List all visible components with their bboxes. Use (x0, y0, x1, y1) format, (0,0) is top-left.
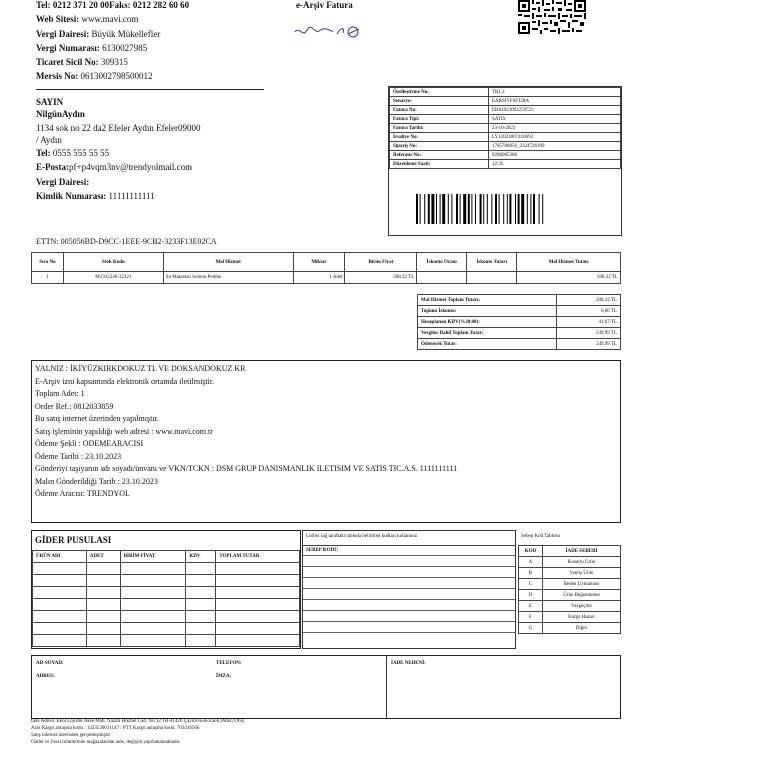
reason-entry-line[interactable] (303, 577, 515, 578)
buyer-email: E-Posta:pf+p4vqm3nv@trendyolmail.com (36, 162, 193, 172)
reason-entry-line[interactable] (303, 588, 515, 589)
gider-empty-cell[interactable] (33, 623, 87, 635)
items-row (32, 272, 621, 284)
gider-empty-row (33, 587, 300, 599)
invoice-info-value: SATIS (489, 115, 621, 124)
gider-empty-cell[interactable] (186, 611, 216, 623)
reason-entry-line[interactable] (303, 566, 515, 567)
totals-row (418, 306, 621, 317)
barcode-bar (503, 194, 504, 224)
qr-code-image (518, 0, 586, 34)
reason-code-row (519, 568, 621, 579)
gider-empty-cell[interactable] (86, 563, 120, 575)
note-line: YALNIZ : İKİYÜZKIRKDOKUZ TL VE DOKSANDOKUZ KR (35, 364, 246, 373)
buyer-name: NilgünAydın (36, 109, 85, 119)
invoice-info-row (390, 133, 621, 142)
gider-empty-cell[interactable] (186, 623, 216, 635)
items-cell: Su Mataraso Somon Pembe (163, 272, 293, 284)
gider-empty-cell[interactable] (33, 599, 87, 611)
reason-code: G (519, 623, 543, 634)
gider-empty-cell[interactable] (216, 563, 300, 575)
barcode-bar (495, 194, 497, 224)
barcode-bar (463, 194, 466, 224)
buyer-tax-office: Vergi Dairesi: (36, 177, 90, 187)
footer-line: Aras Kargo anlaşma kodu : 1423530011147 / PTT Kargo anlaşma kodu: 703416566 (31, 726, 200, 731)
reason-code: A (519, 557, 543, 568)
reason-entry-line[interactable] (303, 610, 515, 611)
invoice-info-label: Referans No: (390, 151, 489, 160)
items-cell: 208,32 TL (345, 272, 417, 284)
invoice-info-row (390, 88, 621, 97)
reason-code-row (519, 579, 621, 590)
barcode-bar (483, 194, 484, 224)
reason-code-table-box (518, 530, 621, 647)
barcode-bar (424, 194, 425, 224)
barcode-bar (456, 194, 458, 224)
seller-mersis: Mersis No: 0613002798500012 (36, 71, 153, 81)
totals-table (417, 294, 621, 350)
gider-empty-cell[interactable] (216, 599, 300, 611)
note-line: Bu satış internet üzerinden yapılmıştır. (35, 414, 159, 423)
totals-row (418, 328, 621, 339)
buyer-id-number: Kimlik Numarası: 11111111111 (36, 191, 155, 201)
gider-empty-row (33, 635, 300, 647)
totals-row (418, 317, 621, 328)
barcode-bar (440, 194, 441, 224)
barcode-bar (431, 194, 434, 224)
reason-code-row (519, 590, 621, 601)
barcode-bar (428, 194, 430, 224)
gider-empty-cell[interactable] (120, 623, 186, 635)
barcode-bar (442, 194, 445, 224)
invoice-info-row (390, 97, 621, 106)
gider-empty-row (33, 623, 300, 635)
gider-empty-cell[interactable] (86, 575, 120, 587)
invoice-info-row (390, 151, 621, 160)
items-header-cell: Sıra No (32, 253, 64, 272)
note-line: Ödeme Aracısı: TRENDYOL (35, 489, 130, 498)
barcode-bar (527, 194, 528, 224)
footer-line: Outlet ve fırsat ürünlerinde mağazalardan iade, değişim yapılamamaktadır. (31, 740, 181, 745)
reason-entry-line[interactable] (303, 632, 515, 633)
gider-empty-cell[interactable] (120, 611, 186, 623)
reason-code-box (302, 530, 516, 649)
gider-pusulasi-table (32, 550, 300, 647)
barcode-bar (518, 194, 520, 224)
invoice-info-label: Özelleştirme No: (390, 88, 489, 97)
barcode-bar (507, 194, 508, 224)
barcode-bar (471, 194, 472, 224)
barcode-bar (468, 194, 470, 224)
reason-entry-line[interactable] (303, 599, 515, 600)
items-header-cell: İskonto Tutarı (467, 253, 517, 272)
reason-code: C (519, 579, 543, 590)
reason-entry-line[interactable] (303, 555, 515, 556)
barcode-bar (515, 194, 516, 224)
reason-description: Ürün Beğenmeme (542, 590, 620, 601)
reason-code-header-cell: KOD (519, 546, 543, 557)
gider-empty-cell[interactable] (120, 587, 186, 599)
gider-pusulasi-title: GİDER PUSULASI (35, 535, 112, 545)
barcode-image (416, 194, 596, 224)
invoice-info-value: LY12023007410692 (489, 133, 621, 142)
seller-tax-office: Vergi Dairesi: Büyük Mükellefler (36, 29, 161, 39)
reason-instruction: Lütfen sağ taraftaki tabloda belirtilen kodları kullanınız. (306, 534, 419, 539)
barcode-bar (487, 194, 488, 224)
buyer-address-line2: / Aydın (36, 135, 62, 145)
barcode-bar (480, 194, 482, 224)
invoice-info-row (390, 115, 621, 124)
gider-empty-cell[interactable] (120, 599, 186, 611)
reason-code-row (519, 557, 621, 568)
gider-empty-row (33, 611, 300, 623)
invoice-info-label: Fatura Tarihi: (390, 124, 489, 133)
buyer-phone: Tel: 0555 555 55 55 (36, 148, 110, 158)
invoice-info-table (389, 87, 621, 169)
totals-label: Hesaplanan KDV(%20.00): (418, 317, 557, 328)
invoice-info-label: Fatura Tipi: (390, 115, 489, 124)
gider-empty-cell[interactable] (216, 587, 300, 599)
totals-value: 0,00 TL (557, 306, 621, 317)
gider-header-cell: KDV (186, 551, 216, 563)
seller-tax-number: Vergi Numarası: 6130027985 (36, 43, 148, 53)
items-header-cell: Birim Fiyat (345, 253, 417, 272)
note-line: Malın Gönderildiği Tarih : 23.10.2023 (35, 476, 158, 486)
items-cell: 1 (32, 272, 64, 284)
invoice-info-label: Sipariş No: (390, 142, 489, 151)
note-line: E-Arşiv izni kapsamında elektronik ortamda iletilmiştir. (35, 376, 215, 386)
reason-code: B (519, 568, 543, 579)
gider-empty-cell[interactable] (86, 611, 120, 623)
gider-empty-cell[interactable] (120, 575, 186, 587)
barcode-bar (542, 194, 543, 224)
invoice-info-label: Düzenleme Saati: (390, 160, 489, 169)
gider-empty-cell[interactable] (216, 635, 300, 647)
barcode-bar (530, 194, 531, 224)
gider-empty-cell[interactable] (33, 563, 87, 575)
invoice-info-row (390, 142, 621, 151)
reason-divider (303, 545, 515, 546)
totals-value: 208,32 TL (557, 295, 621, 306)
reason-description: Diğer (542, 623, 620, 634)
note-line: Satış işleminin yapıldığı web adresi : www.mavi.com.tr (35, 426, 213, 436)
reason-code-row (519, 601, 621, 612)
reason-description: Kusurlu Ürün (542, 557, 620, 568)
items-header-cell: Mal Hizmet Tutarı (517, 253, 621, 272)
items-cell: 208,32 TL (517, 272, 621, 284)
invoice-info-row (390, 160, 621, 169)
buyer-salutation: SAYIN (36, 97, 64, 107)
reason-code-header-cell: İADE SEBEBİ (542, 546, 620, 557)
totals-value: 41,67 TL (557, 317, 621, 328)
totals-label: Ödenecek Tutar: (418, 339, 557, 350)
totals-label: Mal Hizmet Toplam Tutarı: (418, 295, 557, 306)
seller-trade-registry: Ticaret Sicil No: 309315 (36, 57, 128, 67)
return-reason-label: İADE NEDENİ: (391, 661, 426, 666)
items-header-cell: İskonto Oranı (417, 253, 467, 272)
note-line: Ödeme Şekli : ODEMEARACISI (35, 439, 144, 448)
items-header-row (32, 253, 621, 272)
gider-empty-cell[interactable] (186, 575, 216, 587)
reason-code-header: SEBEP KODU (306, 548, 338, 553)
note-line: Toplam Adet: 1 (35, 389, 85, 398)
reason-description: Beden Uymaması (542, 579, 620, 590)
invoice-info-value: 23-10-2023 (489, 124, 621, 133)
invoice-info-row (390, 124, 621, 133)
items-cell: 1 Adet (293, 272, 345, 284)
return-form-divider (386, 656, 387, 718)
gider-empty-row (33, 575, 300, 587)
barcode-bar (499, 194, 500, 224)
return-form-box (31, 655, 621, 719)
invoice-info-row (390, 106, 621, 115)
gider-empty-cell[interactable] (120, 635, 186, 647)
totals-row (418, 339, 621, 350)
barcode-bar (448, 194, 449, 224)
gider-empty-row (33, 563, 300, 575)
gider-header-cell: BİRİM FİYAT (120, 551, 186, 563)
gider-empty-cell[interactable] (86, 599, 120, 611)
reason-description: Vazgeçme (542, 601, 620, 612)
gider-header-row (33, 551, 300, 563)
notes-box (31, 360, 621, 523)
seller-website: Web Sitesi: www.mavi.com (36, 14, 139, 24)
gider-empty-cell[interactable] (33, 587, 87, 599)
items-header-cell: Stok Kodu (63, 253, 163, 272)
note-line: Gönderiyi taşıyanın adı soyadı/ünvanı ve VKN/TCKN : DSM GRUP DANISMANLIK ILETISIM VE SATIS TIC.A.S. 1111111111 (35, 464, 458, 473)
ettn: ETTN: 005056BD-D9CC-1EEE-9CB2-3233F13E02CA (36, 237, 217, 246)
gider-header-cell: ÜRÜN ADI (33, 551, 87, 563)
gider-empty-cell[interactable] (186, 599, 216, 611)
return-address-label: ADRES: (36, 674, 55, 679)
invoice-info-value: EH02023002259723 (489, 106, 621, 115)
invoice-info-label: Senaryo: (390, 97, 489, 106)
reason-code: F (519, 612, 543, 623)
barcode-bar (475, 194, 476, 224)
totals-row (418, 295, 621, 306)
barcode-bar (521, 194, 524, 224)
return-name-label: AD-SOYAD: (36, 661, 64, 666)
gider-empty-cell[interactable] (216, 611, 300, 623)
barcode-bar (416, 194, 418, 224)
totals-value: 249,99 TL (557, 328, 621, 339)
reason-code-row (519, 612, 621, 623)
reason-code-header-row (519, 546, 621, 557)
gider-empty-cell[interactable] (33, 575, 87, 587)
items-cell (467, 272, 517, 284)
invoice-info-value: 12:35 (489, 160, 621, 169)
gider-empty-cell[interactable] (86, 635, 120, 647)
document-title: e-Arşiv Fatura (296, 0, 353, 10)
barcode-bar (436, 194, 437, 224)
gider-empty-cell[interactable] (186, 635, 216, 647)
gider-empty-cell[interactable] (86, 623, 120, 635)
seller-phone-fax: Tel: 0212 371 20 00Faks: 0212 282 60 60 (36, 0, 190, 10)
reason-description: Kargo Hasarı (542, 612, 620, 623)
barcode-bar (491, 194, 492, 224)
reason-description: Yanlış Ürün (542, 568, 620, 579)
reason-code-table (518, 545, 621, 634)
return-phone-label: TELEFON: (216, 661, 242, 666)
totals-value: 249,99 TL (557, 339, 621, 350)
gider-empty-cell[interactable] (86, 587, 120, 599)
barcode-bar (539, 194, 540, 224)
invoice-info-value: EARSIVFATURA (489, 97, 621, 106)
reason-code: E (519, 601, 543, 612)
gider-empty-cell[interactable] (186, 587, 216, 599)
totals-label: Toplam İskonto: (418, 306, 557, 317)
separator-line (36, 89, 264, 90)
gider-empty-cell[interactable] (120, 563, 186, 575)
gider-empty-cell[interactable] (186, 563, 216, 575)
items-table (31, 252, 621, 284)
invoice-info-box (388, 86, 622, 236)
signature-image (293, 24, 365, 40)
reason-code-row (519, 623, 621, 634)
items-cell (417, 272, 467, 284)
reason-code-table-title: Sebep Kod Tablosu (521, 534, 560, 539)
gider-header-cell: ADET (86, 551, 120, 563)
buyer-address-line1: 1134 sok no 22 da2 Efeler Aydın Efeler09000 (36, 123, 201, 133)
gider-empty-cell[interactable] (216, 575, 300, 587)
invoice-info-value: 9206085308 (489, 151, 621, 160)
return-signature-label: İMZA: (216, 674, 232, 679)
invoice-info-label: Fatura No: (390, 106, 489, 115)
gider-empty-cell[interactable] (33, 611, 87, 623)
invoice-info-value: TR1.2 (489, 88, 621, 97)
barcode-bar (533, 194, 535, 224)
gider-header-cell: TOPLAM TUTAR (216, 551, 300, 563)
invoice-info-label: İrsaliye No: (390, 133, 489, 142)
barcode-bar (460, 194, 461, 224)
gider-empty-cell[interactable] (216, 623, 300, 635)
gider-pusulasi-box (31, 530, 301, 649)
reason-entry-line[interactable] (303, 621, 515, 622)
footer-line: İade Adresi: Ekol Lojistik Akse Mah. Nazım Hikmet Cad. No:12 TR-41420 Çayırova-Kocaeli (Mavi Ofis) (31, 719, 245, 724)
items-header-cell: Miktar (293, 253, 345, 272)
barcode-bar (451, 194, 452, 224)
note-line: Order Ref.: 0812033859 (35, 401, 114, 411)
footer-notes (31, 718, 244, 746)
items-cell: M1912246-32321 (63, 272, 163, 284)
barcode-bar (420, 194, 421, 224)
reason-code: D (519, 590, 543, 601)
barcode-bar (509, 194, 511, 224)
totals-label: Vergiler Dahil Toplam Tutar: (418, 328, 557, 339)
invoice-info-value: 1785780056_2324726109 (489, 142, 621, 151)
items-header-cell: Mal Hizmet (163, 253, 293, 272)
gider-empty-row (33, 599, 300, 611)
note-line: Ödeme Tarihi : 23.10.2023 (35, 451, 122, 461)
gider-empty-cell[interactable] (33, 635, 87, 647)
footer-line: Satış internet üzerinden gerçekleşmiştir. (31, 733, 111, 738)
